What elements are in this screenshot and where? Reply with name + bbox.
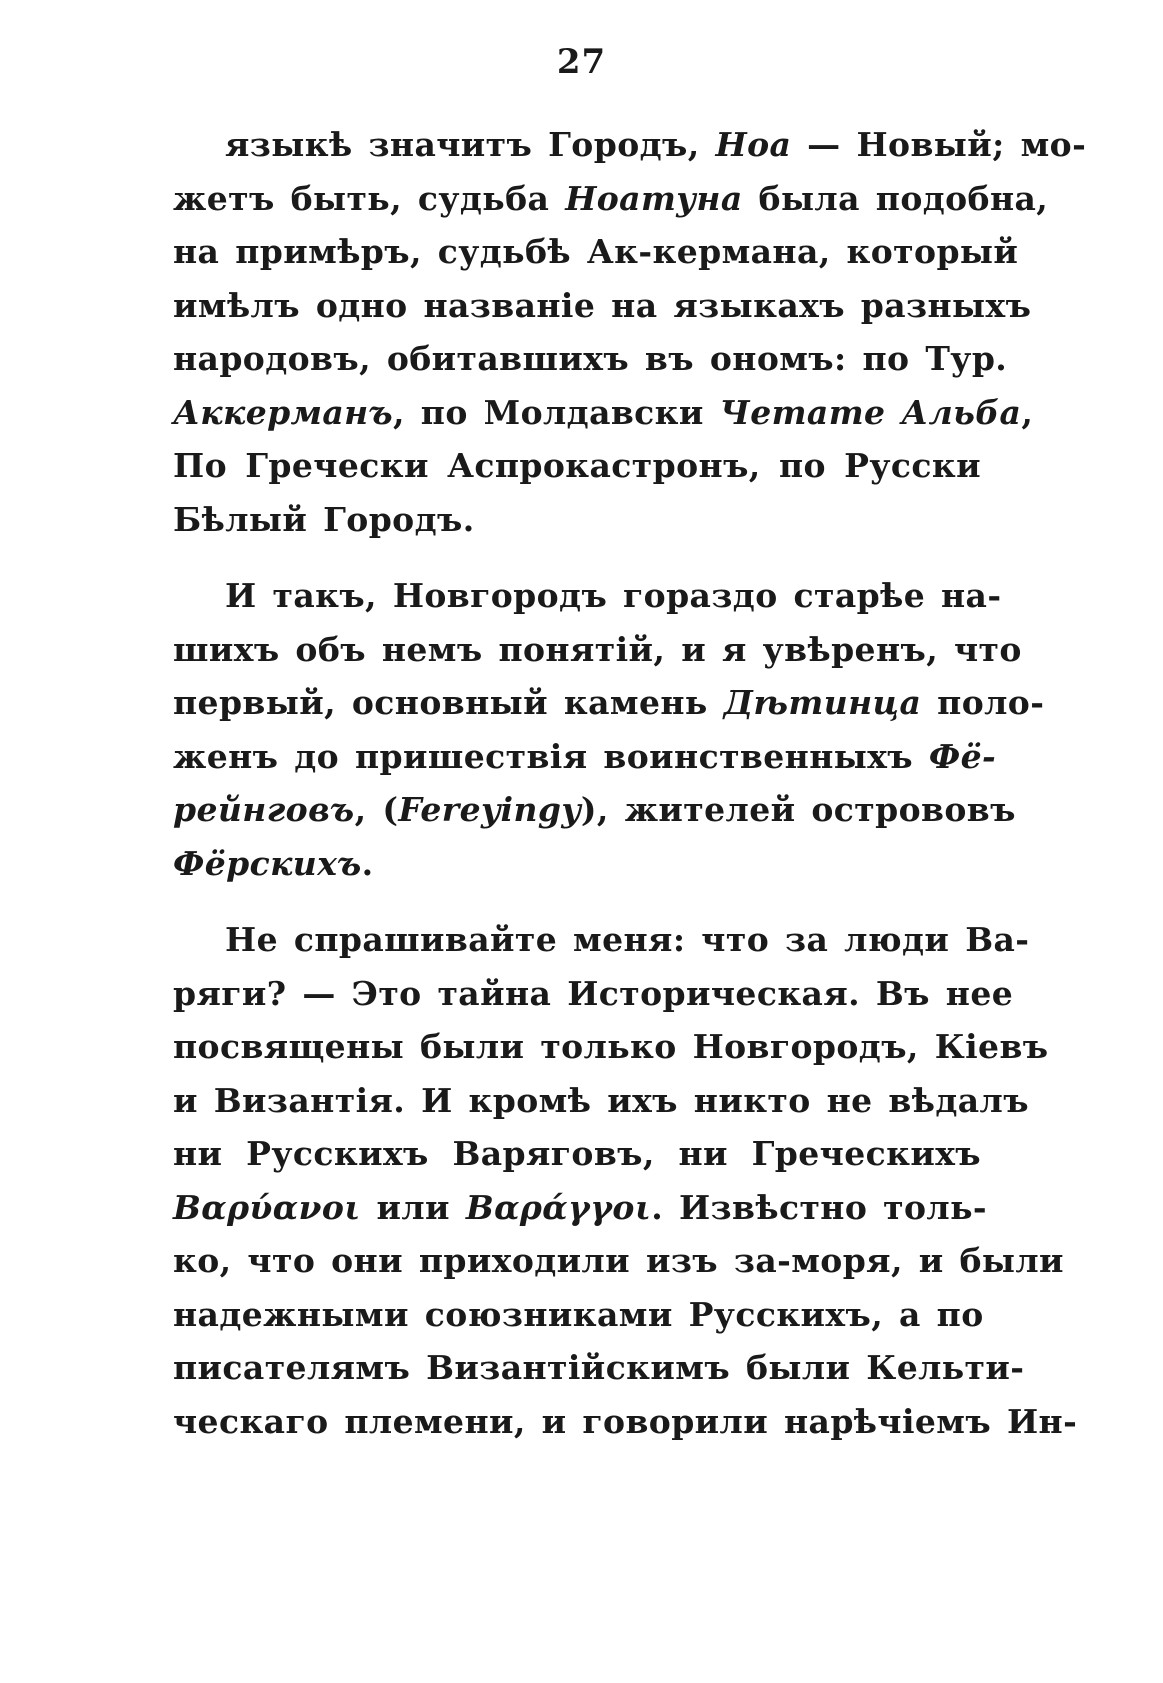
text-segment: , по Молдавски: [393, 392, 720, 432]
italic-text: Дѣтинца: [723, 683, 922, 722]
text-segment: и Византія. И кромѣ ихъ никто не вѣдалъ: [173, 1080, 1029, 1120]
text-segment: на примѣръ, судьбѣ Ак-кермана, который: [173, 232, 1019, 271]
text-segment: первый, основный камень: [173, 683, 724, 722]
text-segment: И такъ, Новгородъ гораздо старѣе на-: [225, 576, 1002, 615]
text-segment: По Гречески Аспрокастронъ, по Русски: [173, 446, 981, 485]
italic-text: рейнговъ: [173, 790, 355, 829]
text-line: [173, 1288, 984, 1342]
text-line: [173, 225, 1019, 279]
text-segment: ческаго племени, и говорили нарѣчіемъ Ин-: [173, 1401, 1078, 1441]
text-segment: писателямъ Византійскимъ были Кельти-: [173, 1348, 1025, 1387]
italic-text: Фё-: [928, 736, 997, 776]
italic-text: Четате Альба: [719, 392, 1022, 432]
italic-text: Ноатуна: [565, 178, 743, 218]
text-line: [173, 493, 981, 547]
paragraph: [173, 569, 1045, 890]
text-segment: была подобна,: [742, 178, 1049, 218]
page-number: 27: [556, 42, 607, 82]
text-line: [173, 1341, 1025, 1395]
text-line: [173, 913, 1030, 967]
page-body: [173, 118, 1087, 1471]
text-segment: женъ до пришествія воинственныхъ: [173, 736, 929, 776]
text-line: [173, 1234, 1064, 1288]
text-segment: народовъ, обитавшихъ въ ономъ: по Тур.: [173, 339, 1008, 378]
italic-text: Аккерманъ: [173, 392, 394, 432]
text-segment: имѣлъ одно названіе на языкахъ разныхъ: [173, 285, 1032, 325]
text-segment: — Новый; мо-: [791, 125, 1087, 164]
text-line: [173, 569, 1002, 623]
text-segment: языкѣ значитъ Городъ,: [225, 125, 716, 164]
text-line: [173, 783, 1016, 837]
text-segment: или: [360, 1187, 466, 1227]
italic-text: Βαράγγοι: [465, 1187, 652, 1227]
paragraph: [173, 118, 1087, 546]
text-line: [173, 1395, 1078, 1449]
text-segment: ,: [1021, 392, 1034, 432]
text-line: [173, 172, 1049, 226]
text-line: [173, 837, 981, 891]
text-line: [173, 118, 1087, 172]
text-segment: шихъ объ немъ понятій, и я увѣренъ, что: [173, 629, 1022, 669]
text-line: [173, 1074, 1029, 1128]
text-segment: ряги? — Это тайна Историческая. Въ нее: [173, 973, 1014, 1013]
text-segment: посвящены были только Новгородъ, Кіевъ: [173, 1027, 1049, 1066]
text-segment: поло-: [921, 683, 1045, 722]
text-line: [173, 623, 1022, 677]
text-line: [173, 967, 1014, 1021]
italic-text: Ноа: [715, 125, 792, 164]
text-segment: ), жителей острововъ: [580, 790, 1016, 829]
text-segment: ни Русскихъ Варяговъ, ни Греческихъ: [173, 1134, 981, 1173]
text-line: [173, 332, 1008, 386]
text-line: [173, 730, 997, 784]
text-segment: , (: [354, 790, 399, 829]
text-line: [173, 439, 981, 493]
italic-text: Βαρύανοι: [173, 1187, 361, 1227]
text-segment: . Извѣстно толь-: [651, 1187, 987, 1227]
text-segment: жетъ быть, судьба: [173, 178, 566, 218]
text-line: [173, 279, 1032, 333]
text-segment: ко, что они приходили изъ за-моря, и были: [173, 1241, 1064, 1280]
text-segment: надежными союзниками Русскихъ, а по: [173, 1294, 984, 1334]
text-line: [173, 1127, 981, 1181]
paragraph: [173, 913, 1078, 1448]
text-segment: .: [361, 843, 374, 883]
text-line: [173, 1181, 987, 1235]
italic-text: Фёрскихъ: [173, 843, 362, 883]
italic-text: Fereyingy: [398, 790, 581, 829]
text-segment: Бѣлый Городъ.: [173, 499, 475, 539]
text-line: [173, 676, 1045, 730]
text-segment: Не спрашивайте меня: что за люди Ва-: [225, 920, 1030, 959]
text-line: [173, 386, 1034, 440]
text-line: [173, 1020, 1049, 1074]
